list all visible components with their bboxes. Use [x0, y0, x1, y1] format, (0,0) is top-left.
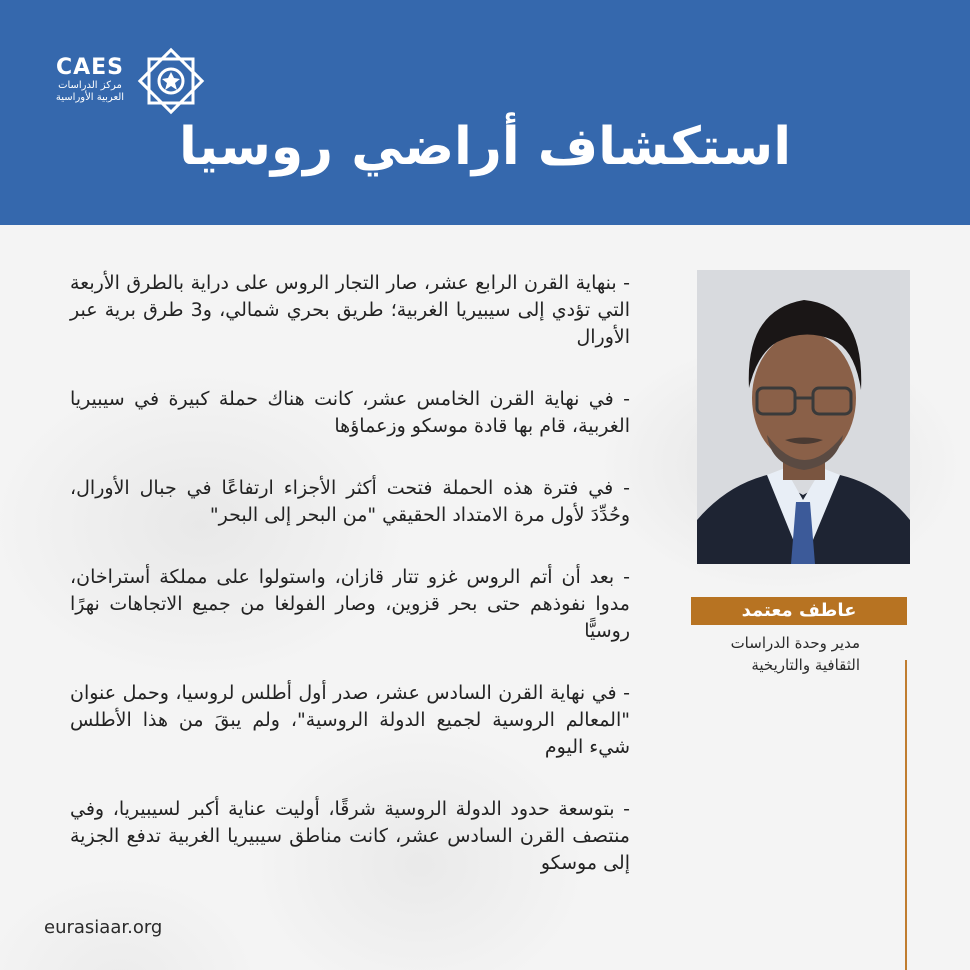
page-title: استكشاف أراضي روسيا	[178, 117, 792, 177]
paragraph-6: - بتوسعة حدود الدولة الروسية شرقًا، أوليت عناية أكبر لسيبيريا، وفي منتصف القرن السادس عشر، كانت مناطق سيبيريا الغربية تدفع الجزية إلى موسكو	[70, 798, 630, 874]
author-role	[700, 632, 860, 676]
author-portrait-illustration	[697, 270, 910, 564]
author-photo	[697, 270, 910, 564]
logo-name-line2: العربية الأوراسية	[55, 92, 125, 103]
author-name: عاطف معتمد	[691, 597, 907, 625]
accent-divider	[905, 660, 907, 970]
website-link[interactable]: eurasiaar.org	[44, 917, 163, 938]
logo-abbr: CAES	[55, 55, 125, 80]
logo-name-line1: مركز الدراسات	[58, 80, 122, 91]
author-role-line1: مدير وحدة الدراسات	[730, 634, 860, 652]
paragraph-2: - في نهاية القرن الخامس عشر، كانت هناك حملة كبيرة في سيبيريا الغربية، قام بها قادة موسكو وزعماؤها	[70, 388, 630, 437]
logo-text	[50, 56, 130, 104]
header-banner	[0, 0, 970, 225]
paragraph-4: - بعد أن أتم الروس غزو تتار قازان، واستولوا على مملكة أستراخان، مدوا نفوذهم حتى بحر قزوين، وصار الفولغا من جميع الاتجاهات نهرًا روسيًّا	[70, 566, 630, 642]
paragraph-5: - في نهاية القرن السادس عشر، صدر أول أطلس لروسيا، وحمل عنوان "المعالم الروسية لجميع الدولة الروسية"، ولم يبقَ من هذا الأطلس شيء اليوم	[70, 682, 630, 758]
article-body	[70, 270, 630, 912]
author-role-line2: الثقافية والتاريخية	[751, 656, 860, 674]
paragraph-1: - بنهاية القرن الرابع عشر، صار التجار الروس على دراية بالطرق الأربعة التي تؤدي إلى سيبيريا الغربية؛ طريق بحري شمالي، و3 طرق برية عبر الأورال	[70, 272, 630, 348]
paragraph-3: - في فترة هذه الحملة فتحت أكثر الأجزاء ارتفاعًا في جبال الأورال، وحُدِّدَ لأول مرة الامتداد الحقيقي "من البحر إلى البحر"	[70, 477, 630, 526]
